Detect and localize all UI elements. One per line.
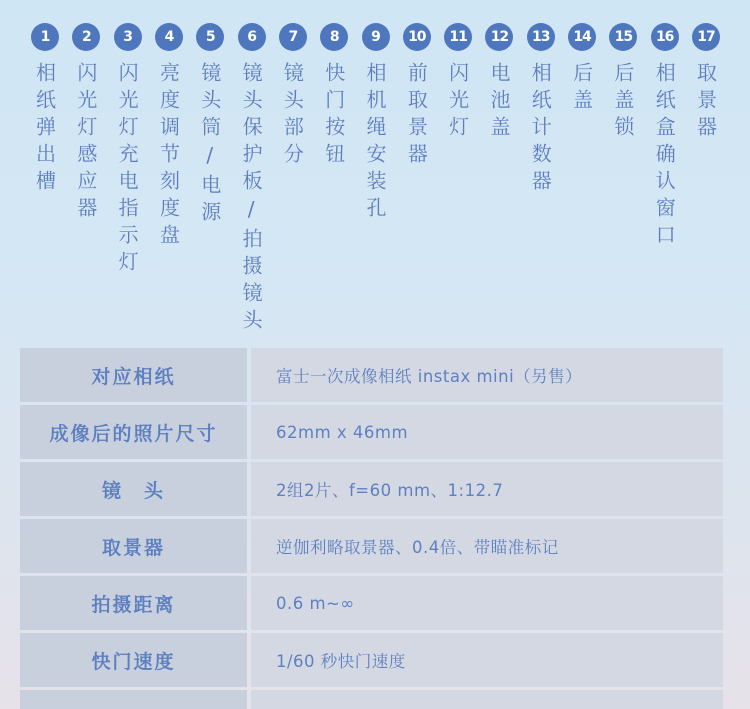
part-label: 闪光灯感应器 [73, 62, 98, 224]
number-badge: 3 [114, 23, 142, 51]
legend-item [686, 23, 726, 336]
number-badge: 1 [31, 23, 59, 51]
part-label: 后盖锁 [610, 62, 635, 143]
part-label: 取景器 [693, 62, 718, 143]
part-label: 相纸盒确认窗口 [652, 62, 677, 251]
spec-label: 取景器 [20, 519, 247, 573]
spec-value: 0.6 m~∞ [251, 576, 723, 630]
table-row [20, 348, 723, 402]
number-badge: 12 [485, 23, 513, 51]
number-badge: 17 [692, 23, 720, 51]
number-badge: 13 [527, 23, 555, 51]
spec-value: 逆伽利略取景器、0.4倍、带瞄准标记 [251, 519, 723, 573]
legend-item [397, 23, 437, 336]
part-label: 镜头部分 [280, 62, 305, 170]
table-row [20, 462, 723, 516]
number-badge: 6 [238, 23, 266, 51]
spec-value [251, 690, 723, 709]
legend-item [108, 23, 148, 336]
legend-item [562, 23, 602, 336]
legend-item [521, 23, 561, 336]
number-badge: 7 [279, 23, 307, 51]
part-label: 闪光灯 [445, 62, 470, 143]
part-label: 前取景器 [404, 62, 429, 170]
spec-value: 1/60 秒快门速度 [251, 633, 723, 687]
spec-label: 快门速度 [20, 633, 247, 687]
spec-value: 富士一次成像相纸 instax mini（另售） [251, 348, 723, 402]
legend-item [479, 23, 519, 336]
part-label: 电池盖 [486, 62, 511, 143]
table-row [20, 633, 723, 687]
table-row [20, 576, 723, 630]
part-label: 镜头筒/电源 [197, 62, 222, 228]
part-label: 镜头保护板/拍摄镜头 [239, 62, 264, 336]
spec-value: 2组2片、f=60 mm、1:12.7 [251, 462, 723, 516]
legend-item [273, 23, 313, 336]
legend-item [356, 23, 396, 336]
legend-item [66, 23, 106, 336]
part-label: 后盖 [569, 62, 594, 116]
legend-item [25, 23, 65, 336]
part-label: 快门按钮 [321, 62, 346, 170]
spec-label: 成像后的照片尺寸 [20, 405, 247, 459]
number-badge: 11 [444, 23, 472, 51]
legend-item [314, 23, 354, 336]
legend-item [232, 23, 272, 336]
number-badge: 16 [651, 23, 679, 51]
table-row [20, 519, 723, 573]
number-badge: 10 [403, 23, 431, 51]
part-label: 闪光灯充电指示灯 [115, 62, 140, 278]
part-label: 亮度调节刻度盘 [156, 62, 181, 251]
spec-label: 拍摄距离 [20, 576, 247, 630]
number-badge: 9 [362, 23, 390, 51]
part-label: 相纸弹出槽 [32, 62, 57, 197]
table-row-partial [20, 690, 723, 709]
part-label: 相纸计数器 [528, 62, 553, 197]
number-badge: 14 [568, 23, 596, 51]
number-badge: 8 [320, 23, 348, 51]
legend-item [645, 23, 685, 336]
spec-value: 62mm x 46mm [251, 405, 723, 459]
legend-item [190, 23, 230, 336]
legend-item [149, 23, 189, 336]
part-label: 相机绳安装孔 [363, 62, 387, 224]
table-row [20, 405, 723, 459]
number-badge: 4 [155, 23, 183, 51]
spec-label: 镜 头 [20, 462, 247, 516]
parts-legend [25, 23, 726, 336]
spec-table [20, 348, 723, 709]
number-badge: 2 [72, 23, 100, 51]
number-badge: 15 [609, 23, 637, 51]
legend-item [603, 23, 643, 336]
legend-item [438, 23, 478, 336]
spec-label [20, 690, 247, 709]
number-badge: 5 [196, 23, 224, 51]
spec-label: 对应相纸 [20, 348, 247, 402]
